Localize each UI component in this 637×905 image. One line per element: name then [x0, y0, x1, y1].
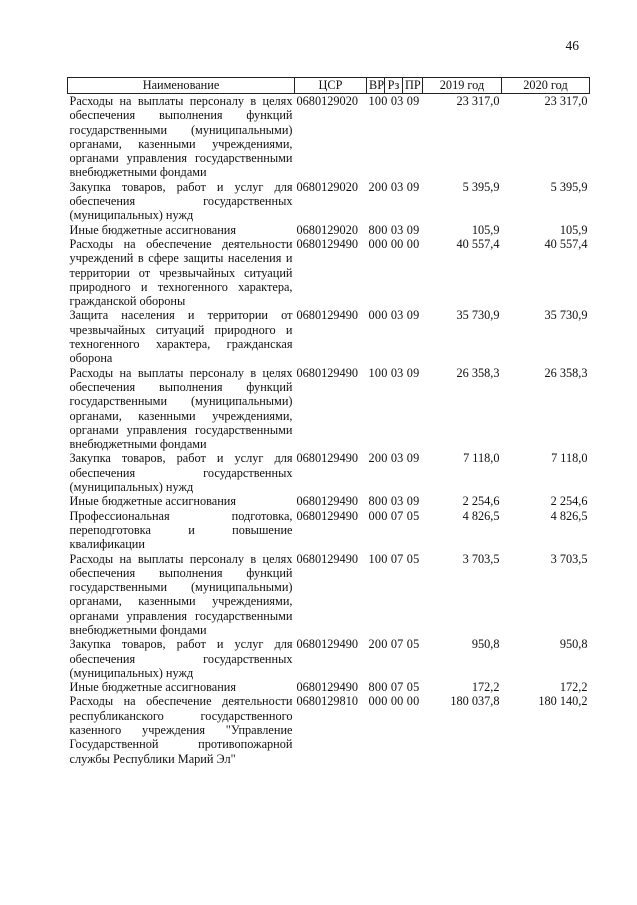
page-number: 46 — [565, 38, 579, 53]
header-csr: ЦСР — [295, 78, 367, 94]
header-name: Наименование — [68, 78, 295, 94]
row-value-2020: 4 826,5 — [550, 508, 588, 523]
row-value-2020: 172,2 — [559, 680, 588, 695]
row-codes: 000 00 00 — [368, 694, 420, 709]
row-value-2019: 23 317,0 — [456, 94, 500, 108]
table-body — [68, 94, 590, 766]
row-csr: 0680129490 — [296, 236, 358, 251]
row-name: Расходы на обеспечение деятельности учреждений в сфере защиты населения и территории от чрезвычайных ситуаций природного и техногенного характера, гражданской обороны — [69, 236, 293, 309]
row-value-2019: 3 703,5 — [462, 551, 500, 566]
row-name: Иные бюджетные ассигнования — [69, 680, 237, 695]
row-value-2019: 26 358,3 — [456, 365, 500, 380]
row-name: Закупка товаров, работ и услуг для обеспечения государственных (муниципальных) нужд — [69, 637, 293, 680]
row-value-2020: 3 703,5 — [550, 551, 588, 566]
row-csr: 0680129490 — [296, 308, 358, 323]
row-csr: 0680129490 — [296, 365, 358, 380]
table-row — [68, 552, 590, 638]
row-codes: 000 00 00 — [368, 236, 420, 251]
row-codes: 200 03 09 — [368, 451, 420, 466]
row-codes: 200 03 09 — [368, 179, 420, 194]
row-codes: 800 07 05 — [368, 680, 420, 695]
row-value-2020: 950,8 — [559, 637, 588, 652]
table-header-row — [68, 78, 590, 94]
header-rz: Рз — [385, 78, 403, 94]
table-row — [68, 509, 590, 552]
row-codes: 200 07 05 — [368, 637, 420, 652]
row-codes: 000 07 05 — [368, 508, 420, 523]
row-value-2020: 23 317,0 — [544, 94, 588, 108]
table-row — [68, 366, 590, 452]
row-value-2020: 7 118,0 — [551, 451, 588, 466]
table-row — [68, 94, 590, 180]
row-codes: 800 03 09 — [368, 222, 420, 237]
row-csr: 0680129490 — [296, 508, 358, 523]
row-codes: 100 07 05 — [368, 551, 420, 566]
header-2020: 2020 год — [502, 78, 590, 94]
row-csr: 0680129020 — [296, 179, 358, 194]
table-row — [68, 180, 590, 223]
row-value-2020: 180 140,2 — [538, 694, 588, 709]
table-row — [68, 223, 590, 237]
row-value-2020: 105,9 — [559, 222, 588, 237]
row-value-2019: 950,8 — [471, 637, 500, 652]
row-value-2019: 5 395,9 — [462, 179, 500, 194]
row-value-2019: 172,2 — [471, 680, 500, 695]
header-pr: ПР — [403, 78, 423, 94]
row-csr: 0680129810 — [296, 694, 358, 709]
row-value-2019: 35 730,9 — [456, 308, 500, 323]
row-name: Защита населения и территории от чрезвычайных ситуаций природного и техногенного характера, гражданская оборона — [69, 308, 293, 366]
row-codes: 000 03 09 — [368, 308, 420, 323]
row-name: Расходы на обеспечение деятельности республиканского государственного казенного учреждения "Управление Государственной противопожарной службы Республики Марий Эл" — [69, 694, 293, 766]
row-csr: 0680129490 — [296, 494, 358, 509]
row-codes: 100 03 09 — [368, 365, 420, 380]
table-row — [68, 494, 590, 508]
row-name: Расходы на выплаты персоналу в целях обеспечения выполнения функций государственными (муниципальными) органами, казенными учреждениями, органами управления государственными внебюджетными фондами — [69, 551, 293, 637]
row-name: Иные бюджетные ассигнования — [69, 222, 237, 237]
row-value-2019: 105,9 — [471, 222, 500, 237]
row-csr: 0680129490 — [296, 680, 358, 695]
row-value-2019: 40 557,4 — [456, 236, 500, 251]
row-name: Профессиональная подготовка, переподготовка и повышение квалификации — [69, 508, 293, 552]
row-name: Расходы на выплаты персоналу в целях обеспечения выполнения функций государственными (муниципальными) органами, казенными учреждениями, органами управления государственными внебюджетными фондами — [69, 365, 293, 452]
row-name: Закупка товаров, работ и услуг для обеспечения государственных (муниципальных) нужд — [69, 451, 293, 495]
row-value-2020: 26 358,3 — [544, 365, 588, 380]
row-csr: 0680129490 — [296, 451, 358, 466]
row-value-2019: 180 037,8 — [450, 694, 500, 709]
row-value-2019: 4 826,5 — [462, 508, 500, 523]
table-row — [68, 237, 590, 308]
row-csr: 0680129490 — [296, 637, 358, 652]
row-value-2020: 35 730,9 — [544, 308, 588, 323]
row-value-2020: 5 395,9 — [550, 179, 588, 194]
table-row — [68, 694, 590, 765]
table-row — [68, 637, 590, 680]
row-codes: 100 03 09 — [368, 94, 420, 108]
row-csr: 0680129490 — [296, 551, 358, 566]
row-value-2020: 2 254,6 — [550, 494, 588, 509]
header-vr: ВР — [367, 78, 385, 94]
row-codes: 800 03 09 — [368, 494, 420, 509]
table-row — [68, 308, 590, 365]
row-csr: 0680129020 — [296, 94, 358, 108]
row-value-2019: 7 118,0 — [463, 451, 500, 466]
row-name: Закупка товаров, работ и услуг для обеспечения государственных (муниципальных) нужд — [69, 179, 293, 223]
table-row — [68, 680, 590, 694]
header-2019: 2019 год — [423, 78, 502, 94]
table-row — [68, 451, 590, 494]
row-value-2019: 2 254,6 — [462, 494, 500, 509]
budget-table — [67, 77, 590, 766]
row-value-2020: 40 557,4 — [544, 236, 588, 251]
row-name: Иные бюджетные ассигнования — [69, 494, 237, 509]
row-name: Расходы на выплаты персоналу в целях обеспечения выполнения функций государственными (муниципальными) органами, казенными учреждениями, органами управления государственными внебюджетными фондами — [69, 94, 293, 180]
row-csr: 0680129020 — [296, 222, 358, 237]
